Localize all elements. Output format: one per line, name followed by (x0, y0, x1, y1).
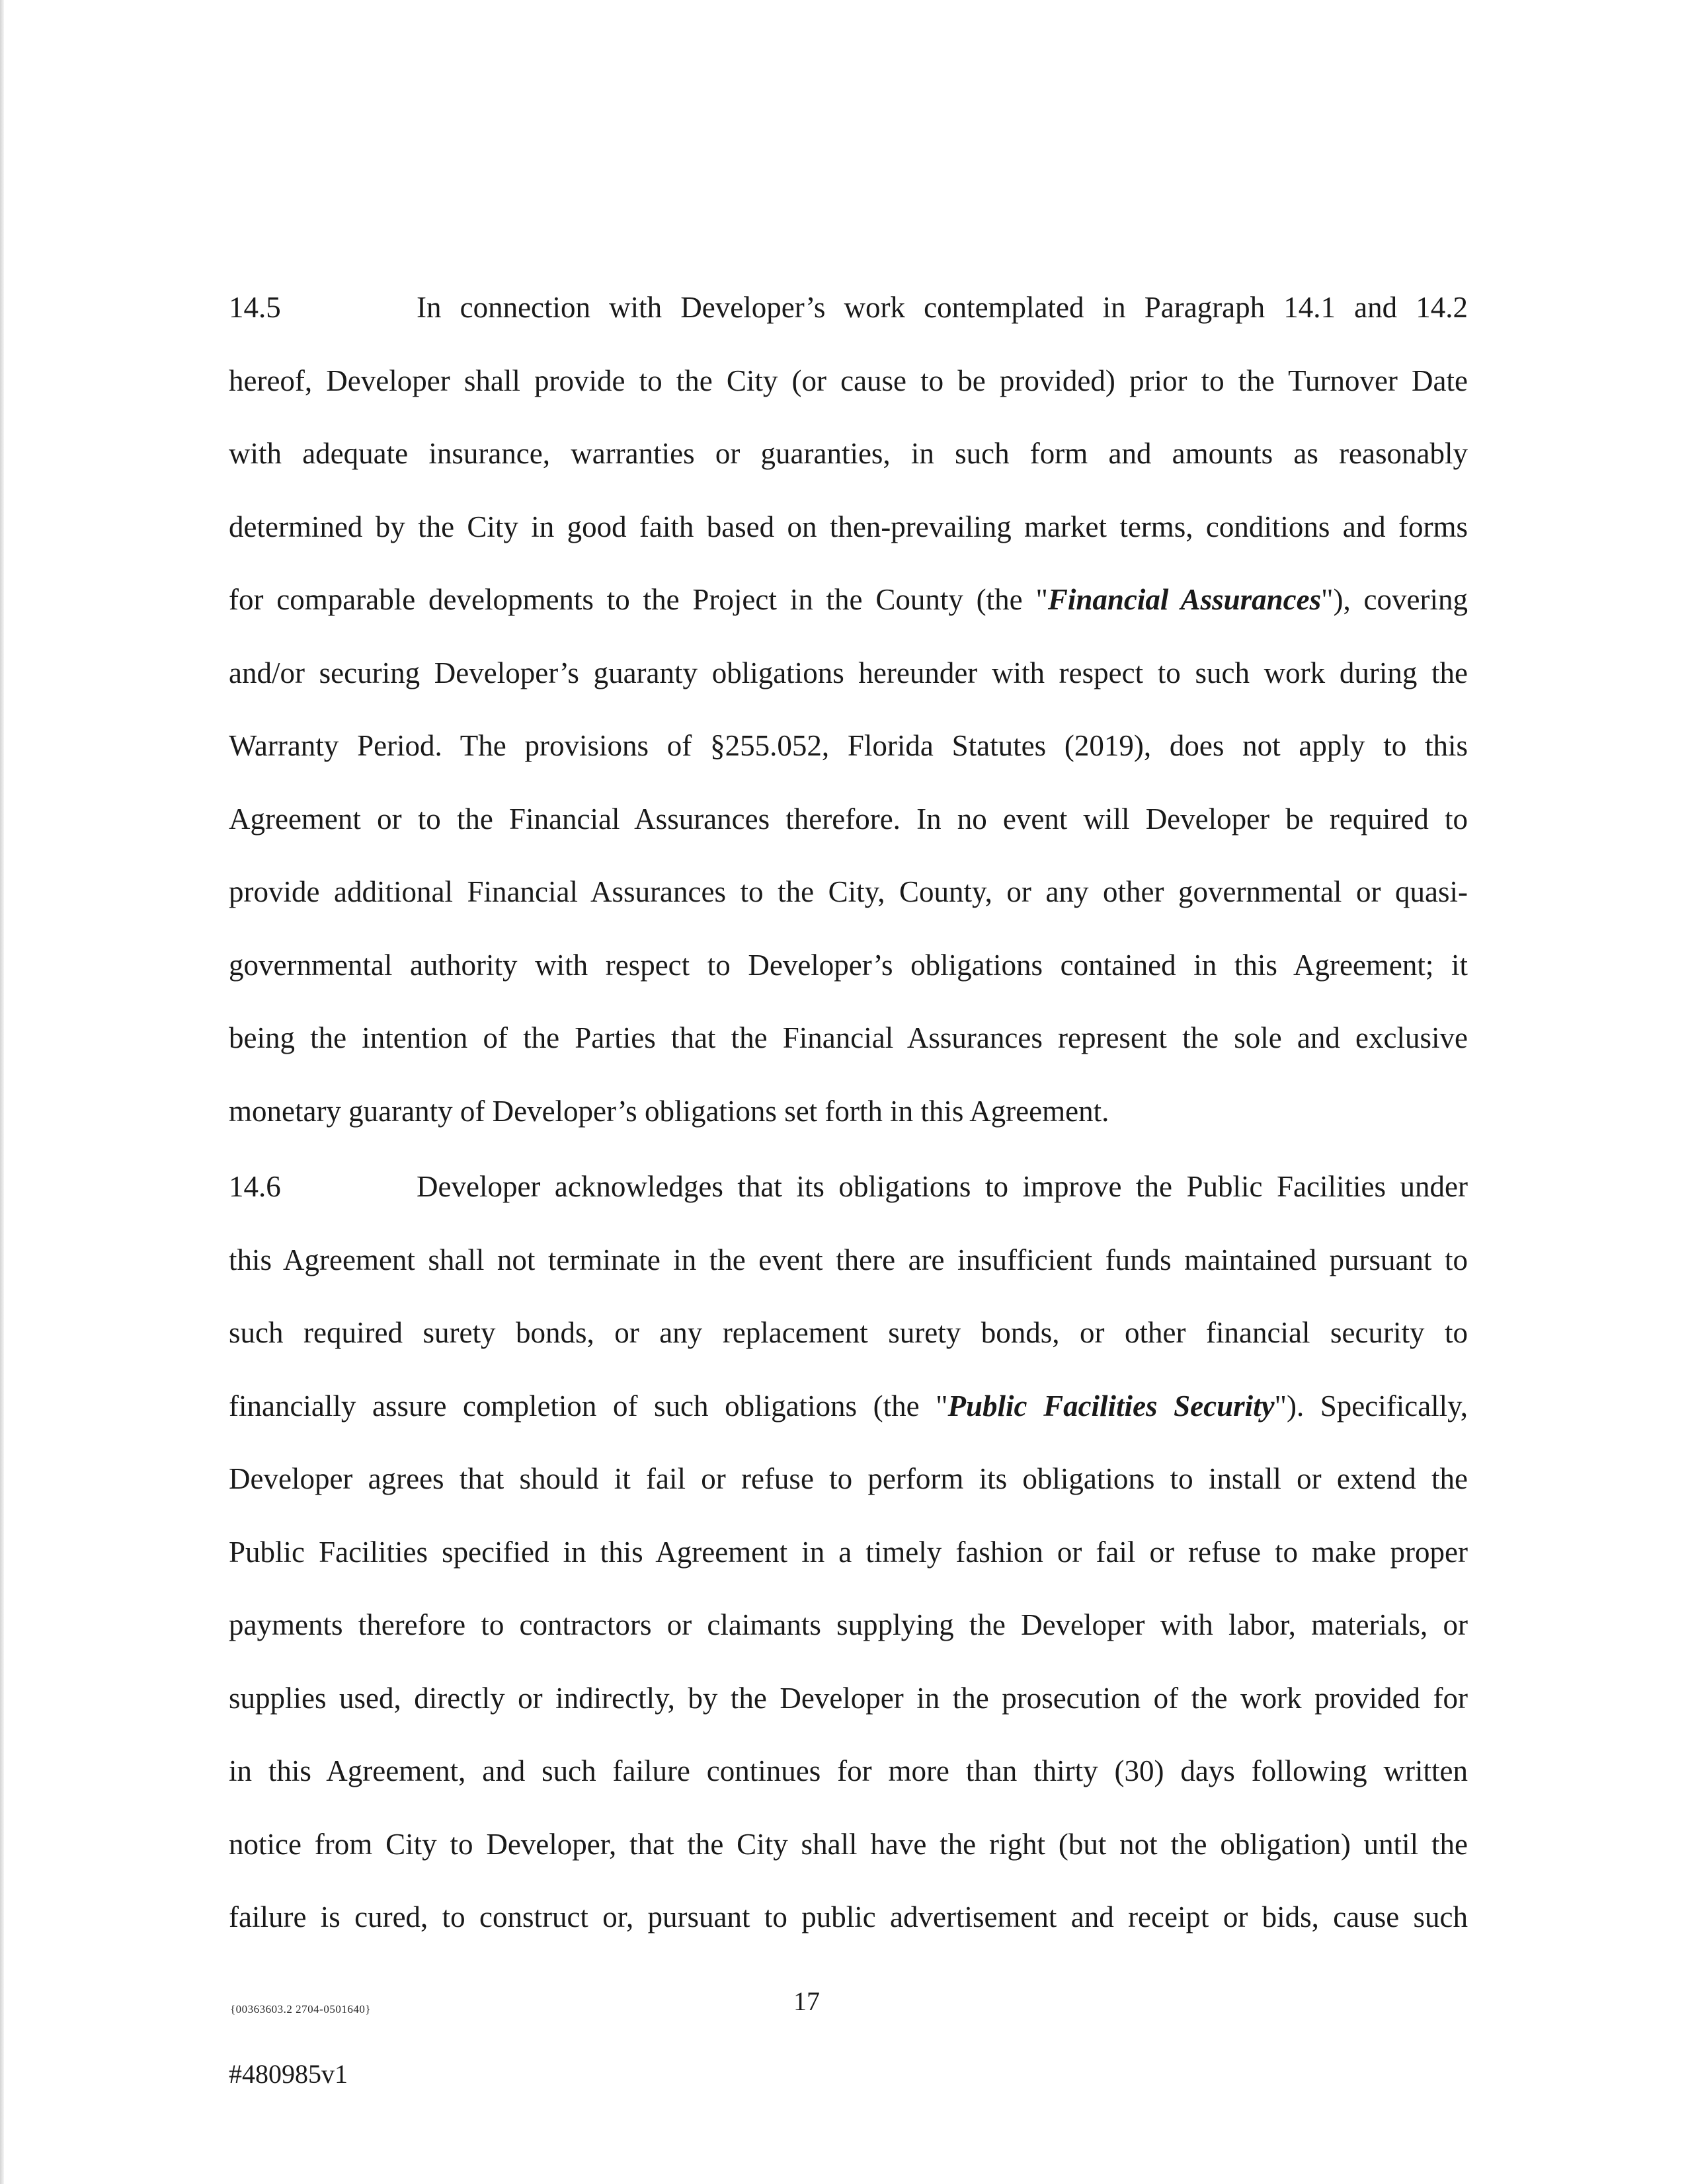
text-line: payments therefore to contractors or claimants supplying the Developer with labor, materials, or (229, 1608, 1468, 1641)
text-line: such required surety bonds, or any replacement surety bonds, or other financial security to (229, 1316, 1468, 1349)
text-line: provide additional Financial Assurances to the City, County, or any other governmental or quasi- (229, 875, 1468, 908)
defined-term-public-facilities-security: Public Facilities Security (947, 1389, 1275, 1423)
section-number: 14.6 (229, 1170, 281, 1203)
text-line: governmental authority with respect to Developer’s obligations contained in this Agreement; it (229, 948, 1468, 982)
text-line: 14.5 In connection with Developer’s work contemplated in Paragraph 14.1 and 14.2 (229, 271, 1468, 344)
text-line: in this Agreement, and such failure continues for more than thirty (30) days following written (229, 1754, 1468, 1787)
text-line: Warranty Period. The provisions of §255.052, Florida Statutes (2019), does not apply to this (229, 729, 1468, 762)
text-line: Developer agrees that should it fail or refuse to perform its obligations to install or extend the (229, 1462, 1468, 1495)
text-line: failure is cured, to construct or, pursuant to public advertisement and receipt or bids, cause such (229, 1900, 1468, 1933)
text-line: 14.6 Developer acknowledges that its obligations to improve the Public Facilities under (229, 1150, 1468, 1224)
footer-document-id: {00363603.2 2704-0501640} (230, 2003, 371, 2015)
text-line: with adequate insurance, warranties or guaranties, in such form and amounts as reasonably (229, 437, 1468, 470)
text-line: determined by the City in good faith based on then-prevailing market terms, conditions and forms (229, 510, 1468, 543)
section-number: 14.5 (229, 291, 281, 324)
text-line: hereof, Developer shall provide to the City (or cause to be provided) prior to the Turnover Date (229, 364, 1468, 397)
document-number: #480985v1 (229, 2059, 348, 2089)
section-14-6 (229, 1150, 1468, 1954)
text-line: supplies used, directly or indirectly, by the Developer in the prosecution of the work provided for (229, 1681, 1468, 1715)
text-line: this Agreement shall not terminate in the event there are insufficient funds maintained pursuant to (229, 1243, 1468, 1276)
text-line: notice from City to Developer, that the City shall have the right (but not the obligation) until the (229, 1827, 1468, 1861)
section-14-5 (229, 271, 1468, 1148)
text-line: being the intention of the Parties that the Financial Assurances represent the sole and exclusive (229, 1021, 1468, 1054)
text-line: financially assure completion of such obligations (the "Public Facilities Security"). Specifically, (229, 1389, 1468, 1423)
text-line: Agreement or to the Financial Assurances therefore. In no event will Developer be required to (229, 802, 1468, 836)
text-line: Public Facilities specified in this Agreement in a timely fashion or fail or refuse to make proper (229, 1535, 1468, 1569)
page-number: 17 (793, 1986, 820, 2016)
text-line: and/or securing Developer’s guaranty obligations hereunder with respect to such work during the (229, 656, 1468, 689)
defined-term-financial-assurances: Financial Assurances (1047, 583, 1322, 616)
text-line: monetary guaranty of Developer’s obligations set forth in this Agreement. (229, 1094, 1109, 1128)
text-line: for comparable developments to the Project in the County (the "Financial Assurances"), covering (229, 583, 1468, 616)
